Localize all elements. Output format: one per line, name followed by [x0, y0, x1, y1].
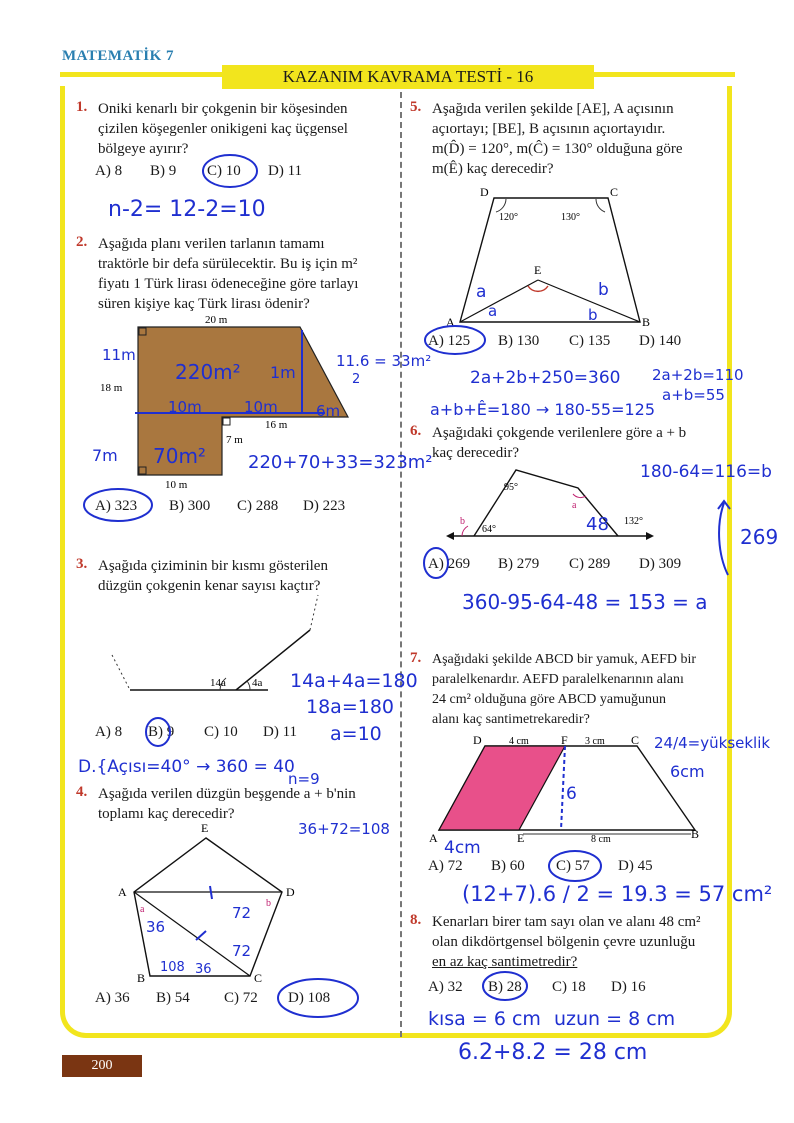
option-d[interactable]: D) 11 [263, 724, 298, 740]
length-eb: 8 cm [591, 834, 611, 845]
angle-64: 64° [482, 524, 496, 535]
option-b[interactable]: B) 60 [491, 858, 525, 874]
option-b[interactable]: B) 28 [488, 979, 522, 995]
vertex-c: C [610, 185, 619, 199]
vertex-b: B [642, 315, 651, 329]
hw-q5-a2: a [488, 302, 498, 320]
hw-q5-a1: a [476, 282, 487, 302]
arrow-right [646, 532, 654, 540]
hw-arrow [708, 495, 738, 580]
hw-q4-108: 108 [160, 960, 185, 975]
question-text: Aşağıdaki şekilde ABCD bir yamuk, AEFD bir paralelkenardır. AEFD paralelkenarının alanı 24 cm² olduğuna göre ABCD yamuğunun alanı kaç santimetrekaredir? [432, 652, 697, 727]
option-d[interactable]: D) 108 [288, 990, 331, 1006]
vertex-d: D [286, 885, 295, 899]
pentagon [134, 838, 282, 976]
hw-q6-eq: 360-95-64-48 = 153 = a [462, 590, 708, 614]
option-b[interactable]: B) 279 [498, 556, 540, 572]
label-top: 20 m [205, 314, 228, 326]
hw-q2-tri: 11.6 = 33m² [336, 352, 432, 370]
arrow-left [446, 532, 454, 540]
hw-tick [196, 931, 206, 940]
label-a: a [572, 500, 577, 511]
option-c[interactable]: C) 288 [237, 498, 279, 514]
hw-q2-70: 70m² [153, 444, 206, 468]
label-mid: 16 m [265, 419, 288, 431]
question-text: Oniki kenarlı bir çokgenin bir köşesinden çizilen köşegenler onikigeni kaç üçgensel bölgeye ayırır? [98, 101, 348, 157]
hw-q2-220: 220m² [175, 360, 241, 384]
hw-q7-eq: (12+7).6 / 2 = 19.3 = 57 cm² [462, 882, 773, 906]
hw-q2-sum: 220+70+33=323m² [248, 452, 433, 473]
right-angle-mark [223, 418, 230, 425]
label-bottom: 10 m [165, 479, 188, 491]
angle-b: b [266, 898, 271, 909]
hw-height [561, 746, 565, 830]
option-b[interactable]: B) 9 [148, 724, 175, 740]
question-number: 8. [410, 912, 422, 928]
hw-q7-h2: 6cm [670, 762, 705, 781]
vertex-d: D [480, 185, 489, 199]
option-a[interactable]: A) 269 [428, 556, 471, 572]
option-a[interactable]: A) 8 [95, 724, 123, 740]
hw-q6-top: 180-64=116=b [640, 462, 772, 482]
angle-d-value: 120° [499, 212, 518, 223]
hw-q7-6: 6 [566, 784, 577, 804]
hw-q8-k: kısa = 6 cm [428, 1008, 541, 1030]
hw-q2-7m: 7m [92, 446, 118, 465]
hw-q3-n: n=9 [288, 770, 320, 788]
option-c[interactable]: C) 10 [207, 163, 241, 179]
test-title: KAZANIM KAVRAMA TESTİ - 16 [222, 65, 594, 89]
option-d[interactable]: D) 140 [639, 333, 682, 349]
hw-q2-10m-a: 10m [168, 398, 202, 416]
hw-q2-6m: 6m [316, 402, 341, 420]
hw-q5-eq3: a+b=55 [662, 386, 725, 404]
hw-q7-h1: 24/4=yükseklik [654, 734, 771, 752]
angle-d-arc [496, 199, 506, 212]
angle-e-arc [528, 286, 548, 291]
question-number: 7. [410, 650, 422, 666]
option-c[interactable]: C) 10 [204, 724, 238, 740]
hw-q1: n-2= 12-2=10 [108, 197, 266, 222]
question-number: 6. [410, 423, 422, 439]
option-a[interactable]: A) 125 [428, 333, 471, 349]
question-number: 2. [76, 234, 88, 250]
subject-label: MATEMATİK 7 [62, 48, 175, 64]
hw-q3-eq1: 14a+4a=180 [290, 670, 418, 692]
vertex-b: B [691, 827, 700, 841]
question-number: 3. [76, 556, 88, 572]
vertex-c: C [631, 733, 640, 747]
option-a[interactable]: A) 8 [95, 163, 123, 179]
polygon-part-figure [100, 590, 340, 720]
dashed-edge [112, 655, 130, 690]
angle-b-arc [462, 526, 468, 536]
hw-tick [210, 886, 212, 899]
page-number: 200 [62, 1055, 142, 1077]
option-a[interactable]: A) 32 [428, 979, 463, 995]
vertex-f: F [561, 733, 568, 747]
option-a[interactable]: A) 323 [95, 498, 138, 514]
option-c[interactable]: C) 72 [224, 990, 258, 1006]
hw-q2-tri-div: 2 [352, 372, 361, 387]
hw-q2-1m: 1m [270, 363, 296, 382]
parallelogram [439, 746, 565, 830]
option-b[interactable]: B) 130 [498, 333, 540, 349]
hw-q3-dis: D.{Açısı=40° → 360 = 40 [78, 757, 295, 777]
hw-q7-4cm: 4cm [444, 838, 481, 858]
pentagon-figure [110, 820, 310, 985]
option-d[interactable]: D) 16 [611, 979, 646, 995]
option-d[interactable]: D) 11 [268, 163, 303, 179]
vertex-b: B [137, 971, 146, 985]
vertex-c: C [254, 971, 263, 985]
length-fc: 3 cm [585, 736, 605, 747]
angle-132: 132° [624, 516, 643, 527]
question-text: Aşağıda planı verilen tarlanın tamamı traktörle bir defa sürülecektir. Bu iş için m² fiyatı 1 Türk lirası ödeneceğine göre tarlayı süren kişiye kaç Türk lirası ödenir? [98, 236, 359, 312]
option-a[interactable]: A) 36 [95, 990, 130, 1006]
question-number: 5. [410, 99, 422, 115]
question-text: Aşağıda çiziminin bir kısmı gösterilen düzgün çokgenin kenar sayısı kaçtır? [98, 558, 328, 594]
option-b[interactable]: B) 54 [156, 990, 190, 1006]
hw-q4-sum: 36+72=108 [298, 820, 390, 838]
option-c[interactable]: C) 135 [569, 333, 611, 349]
hw-q4-36: 36 [146, 918, 166, 936]
angle-arc [247, 681, 250, 690]
question-number: 4. [76, 784, 88, 800]
hw-q2-10m-b: 10m [244, 398, 278, 416]
vertex-e: E [517, 831, 525, 845]
option-a[interactable]: A) 72 [428, 858, 463, 874]
hw-q4-72a: 72 [232, 904, 252, 922]
label-step: 7 m [226, 434, 243, 446]
hw-q4-72b: 72 [232, 942, 252, 960]
label-b: b [460, 516, 465, 527]
hw-q6-269: 269 [740, 525, 779, 549]
vertex-d: D [473, 733, 482, 747]
question-number: 1. [76, 99, 88, 115]
quadrilateral [460, 198, 640, 322]
option-c[interactable]: C) 18 [552, 979, 586, 995]
hw-q3-eq2: 18a=180 [306, 696, 395, 718]
hw-q5-eq2: 2a+2b=110 [652, 366, 744, 384]
vertex-a: A [118, 885, 127, 899]
angle-14a: 14a [210, 677, 226, 689]
hw-q2-11m: 11m [102, 346, 136, 364]
option-c[interactable]: C) 289 [569, 556, 611, 572]
hw-q5-eq1: 2a+2b+250=360 [470, 368, 621, 388]
question-text: Aşağıda verilen düzgün beşgende a + b'nin toplamı kaç derecedir? [98, 786, 356, 822]
hw-q8-u: uzun = 8 cm [554, 1008, 676, 1030]
bisector-figure [430, 182, 660, 332]
angle-a: a [140, 904, 145, 915]
question-text: Aşağıdaki çokgende verilenlere göre a + b kaç derecedir? [432, 425, 687, 461]
option-d[interactable]: D) 223 [303, 498, 346, 514]
option-c[interactable]: C) 57 [556, 858, 590, 874]
vertex-e: E [201, 821, 209, 835]
question-text: Aşağıda verilen şekilde [AE], A açısının açıortayı; [BE], B açısının açıortayıdır. m(D̂) = 120°, m(Ĉ) = 130° olduğuna göre m(Ê) kaç derecedir? [432, 101, 683, 177]
hw-q5-b2: b [588, 306, 598, 324]
angle-4a: 4a [252, 677, 263, 689]
vertex-a: A [446, 315, 455, 329]
column-divider [400, 92, 402, 1037]
hw-q4-36b: 36 [195, 962, 212, 977]
angle-c-value: 130° [561, 212, 580, 223]
option-d[interactable]: D) 309 [639, 556, 682, 572]
hw-q6-48: 48 [586, 514, 609, 535]
hw-q8-eq: 6.2+8.2 = 28 cm [458, 1040, 648, 1065]
question-text: Kenarları birer tam sayı olan ve alanı 48 cm² olan dikdörtgensel bölgenin çevre uzunluğu en az kaç santimetredir? [432, 914, 701, 970]
angle-95: 95° [504, 482, 518, 493]
bisector-ae [460, 280, 538, 322]
hw-q5-eq4: a+b+Ê=180 → 180-55=125 [430, 400, 656, 419]
label-left: 18 m [100, 382, 123, 394]
polygon-angles-figure [440, 462, 660, 547]
hw-q5-b1: b [598, 280, 609, 300]
vertex-a: A [429, 831, 438, 845]
hw-q3-eq3: a=10 [330, 723, 382, 745]
option-b[interactable]: B) 300 [169, 498, 211, 514]
angle-c-arc [596, 199, 605, 212]
option-b[interactable]: B) 9 [150, 163, 177, 179]
vertex-e: E [534, 263, 542, 277]
option-d[interactable]: D) 45 [618, 858, 653, 874]
dashed-edge [310, 595, 318, 630]
length-df: 4 cm [509, 736, 529, 747]
